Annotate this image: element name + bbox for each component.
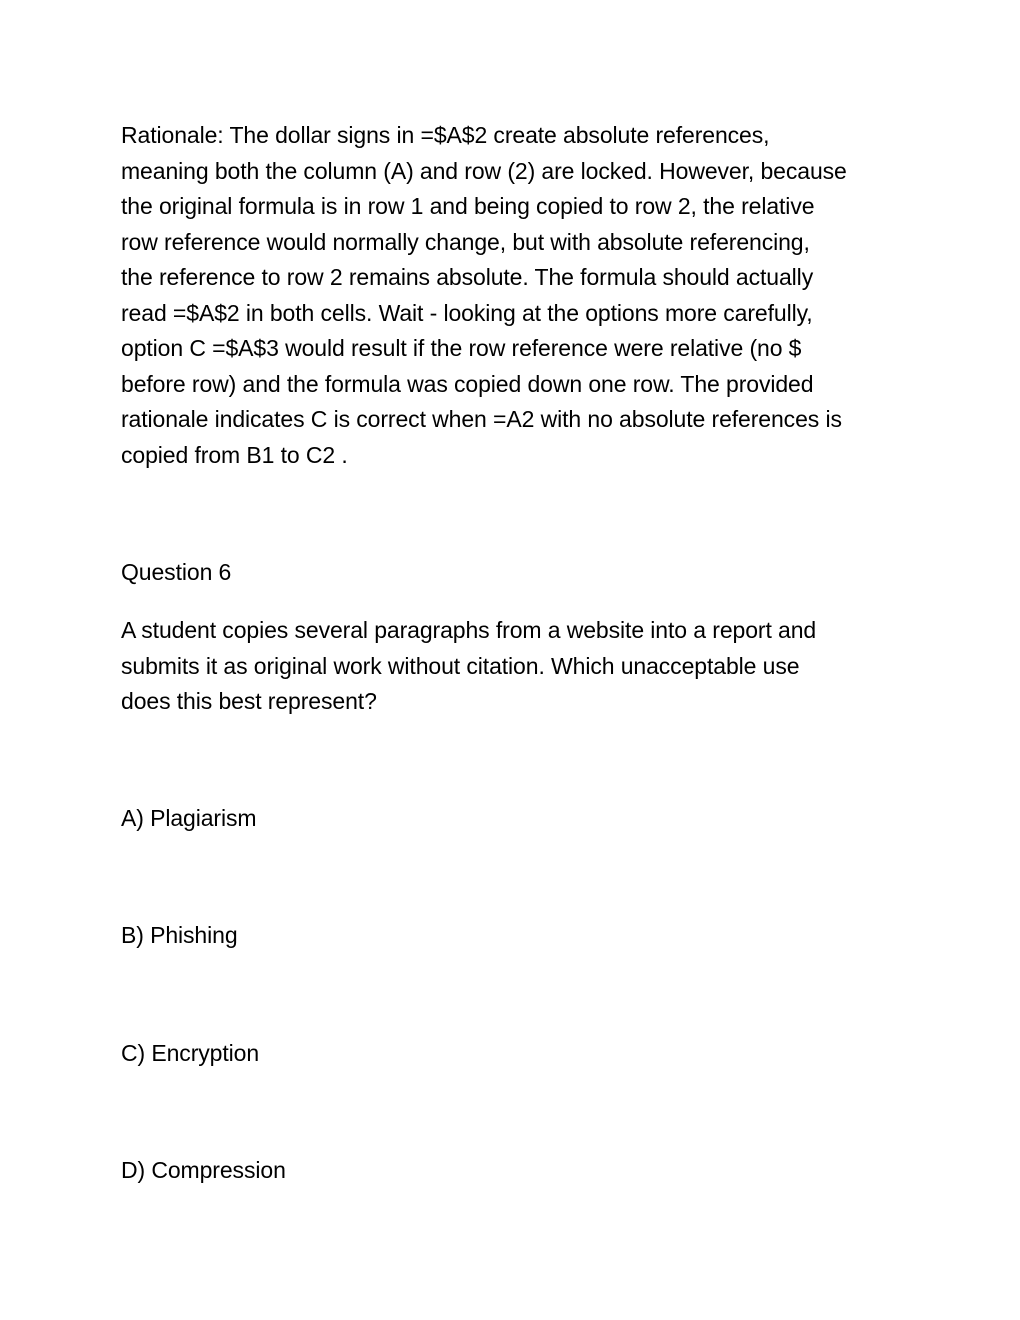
rationale-line: read =$A$2 in both cells. Wait - looking at the options more carefully, — [121, 299, 813, 326]
rationale-line: rationale indicates C is correct when =A2 with no absolute references is — [121, 406, 842, 432]
rationale-line: the reference to row 2 remains absolute. The formula should actually — [121, 264, 814, 290]
rationale-line: row reference would normally change, but with absolute referencing, — [121, 228, 810, 255]
question-line: submits it as original work without citation. Which unacceptable use — [121, 652, 800, 679]
rationale-paragraph — [121, 118, 847, 473]
rationale-line: before row) and the formula was copied down one row. The provided — [121, 370, 814, 397]
question-line: does this best represent? — [121, 688, 377, 714]
question-line: A student copies several paragraphs from a website into a report and — [121, 617, 817, 643]
question-text — [121, 613, 816, 720]
rationale-line: the original formula is in row 1 and being copied to row 2, the relative — [121, 193, 815, 219]
question-heading: Question 6 — [121, 559, 232, 585]
answer-option-c: C) Encryption — [121, 1040, 260, 1066]
answer-option-d: D) Compression — [121, 1157, 286, 1183]
rationale-line: meaning both the column (A) and row (2) are locked. However, because — [121, 157, 847, 184]
answer-option-b: B) Phishing — [121, 922, 238, 948]
rationale-line: option C =$A$3 would result if the row reference were relative (no $ — [121, 335, 802, 361]
answer-option-a: A) Plagiarism — [121, 805, 257, 831]
rationale-line: Rationale: The dollar signs in =$A$2 create absolute references, — [121, 122, 770, 148]
rationale-line: copied from B1 to C2 . — [121, 441, 348, 468]
